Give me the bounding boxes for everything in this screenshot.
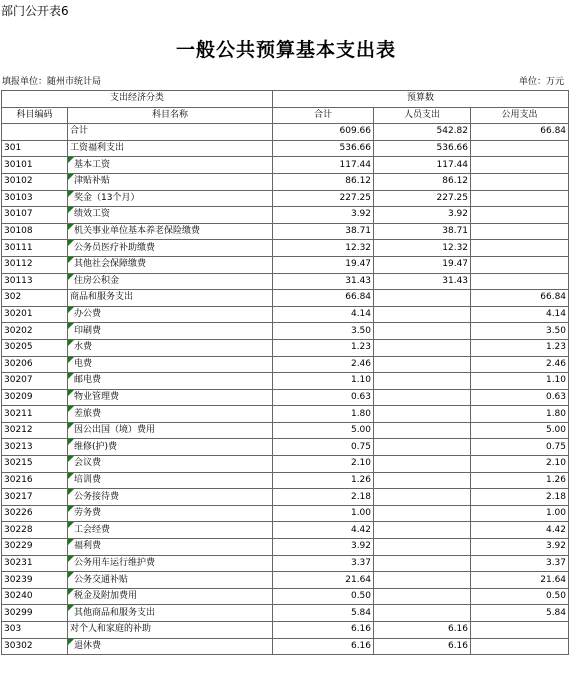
row-code: 30201 bbox=[2, 306, 68, 323]
row-name: 会议费 bbox=[68, 456, 273, 473]
row-name: 福利费 bbox=[68, 539, 273, 556]
table-row bbox=[2, 140, 569, 157]
row-personnel-amount: 86.12 bbox=[374, 173, 471, 190]
row-personnel-amount bbox=[374, 539, 471, 556]
row-code: 30302 bbox=[2, 638, 68, 655]
row-total-amount: 117.44 bbox=[273, 157, 374, 174]
row-total-amount: 5.00 bbox=[273, 422, 374, 439]
row-total-amount: 2.10 bbox=[273, 456, 374, 473]
row-personnel-amount: 12.32 bbox=[374, 240, 471, 257]
row-public-amount bbox=[471, 207, 569, 224]
table-row bbox=[2, 157, 569, 174]
row-personnel-amount bbox=[374, 290, 471, 307]
row-personnel-amount bbox=[374, 356, 471, 373]
row-code: 30299 bbox=[2, 605, 68, 622]
row-name: 津贴补贴 bbox=[68, 173, 273, 190]
page-title: 一般公共预算基本支出表 bbox=[175, 39, 396, 61]
row-personnel-amount: 117.44 bbox=[374, 157, 471, 174]
row-name: 水费 bbox=[68, 339, 273, 356]
row-name: 税金及附加费用 bbox=[68, 588, 273, 605]
row-public-amount bbox=[471, 240, 569, 257]
budget-table bbox=[1, 90, 569, 655]
row-code: 30212 bbox=[2, 422, 68, 439]
table-row bbox=[2, 638, 569, 655]
row-name: 差旅费 bbox=[68, 406, 273, 423]
row-total-amount: 1.80 bbox=[273, 406, 374, 423]
row-personnel-amount bbox=[374, 439, 471, 456]
row-name: 绩效工资 bbox=[68, 207, 273, 224]
row-code: 30102 bbox=[2, 173, 68, 190]
row-total-amount: 3.37 bbox=[273, 555, 374, 572]
row-name: 其他商品和服务支出 bbox=[68, 605, 273, 622]
currency-unit: 单位：万元 bbox=[518, 77, 564, 87]
row-public-amount: 4.14 bbox=[471, 306, 569, 323]
row-personnel-amount bbox=[374, 389, 471, 406]
row-personnel-amount bbox=[374, 489, 471, 506]
row-personnel-amount: 227.25 bbox=[374, 190, 471, 207]
row-code: 303 bbox=[2, 622, 68, 639]
row-name: 其他社会保障缴费 bbox=[68, 256, 273, 273]
row-public-amount: 3.92 bbox=[471, 539, 569, 556]
row-code: 30240 bbox=[2, 588, 68, 605]
row-personnel-amount: 6.16 bbox=[374, 622, 471, 639]
row-personnel-amount bbox=[374, 456, 471, 473]
row-name: 劳务费 bbox=[68, 505, 273, 522]
row-total-amount: 5.84 bbox=[273, 605, 374, 622]
row-public-amount: 3.37 bbox=[471, 555, 569, 572]
row-code: 30205 bbox=[2, 339, 68, 356]
row-public-amount bbox=[471, 173, 569, 190]
row-total-amount: 38.71 bbox=[273, 223, 374, 240]
row-total-amount: 2.46 bbox=[273, 356, 374, 373]
table-row bbox=[2, 456, 569, 473]
row-public-amount: 2.46 bbox=[471, 356, 569, 373]
header-personnel: 人员支出 bbox=[374, 107, 471, 124]
row-name: 邮电费 bbox=[68, 373, 273, 390]
row-public-amount bbox=[471, 140, 569, 157]
table-row bbox=[2, 489, 569, 506]
table-row bbox=[2, 406, 569, 423]
row-name: 物业管理费 bbox=[68, 389, 273, 406]
table-row bbox=[2, 439, 569, 456]
table-row bbox=[2, 472, 569, 489]
row-code: 30217 bbox=[2, 489, 68, 506]
row-public-amount bbox=[471, 190, 569, 207]
row-code: 30213 bbox=[2, 439, 68, 456]
table-row bbox=[2, 522, 569, 539]
row-public-amount bbox=[471, 273, 569, 290]
row-personnel-amount bbox=[374, 588, 471, 605]
table-row bbox=[2, 622, 569, 639]
row-public-amount: 0.63 bbox=[471, 389, 569, 406]
reporting-unit: 填报单位：随州市统计局 bbox=[2, 77, 102, 87]
row-total-amount: 2.18 bbox=[273, 489, 374, 506]
row-code: 30107 bbox=[2, 207, 68, 224]
row-public-amount: 4.42 bbox=[471, 522, 569, 539]
row-total-amount: 31.43 bbox=[273, 273, 374, 290]
row-name: 培训费 bbox=[68, 472, 273, 489]
row-name: 公务用车运行维护费 bbox=[68, 555, 273, 572]
row-code: 30209 bbox=[2, 389, 68, 406]
header-public: 公用支出 bbox=[471, 107, 569, 124]
row-personnel-amount: 19.47 bbox=[374, 256, 471, 273]
table-row bbox=[2, 555, 569, 572]
row-code bbox=[2, 124, 68, 141]
row-public-amount bbox=[471, 223, 569, 240]
row-total-amount: 86.12 bbox=[273, 173, 374, 190]
table-row bbox=[2, 207, 569, 224]
row-personnel-amount bbox=[374, 306, 471, 323]
table-row bbox=[2, 389, 569, 406]
row-personnel-amount: 542.82 bbox=[374, 124, 471, 141]
row-total-amount: 0.75 bbox=[273, 439, 374, 456]
table-row bbox=[2, 173, 569, 190]
row-personnel-amount bbox=[374, 572, 471, 589]
row-personnel-amount bbox=[374, 373, 471, 390]
row-total-amount: 3.50 bbox=[273, 323, 374, 340]
row-name: 商品和服务支出 bbox=[68, 290, 273, 307]
row-public-amount bbox=[471, 622, 569, 639]
header-name: 科目名称 bbox=[68, 107, 273, 124]
row-name: 基本工资 bbox=[68, 157, 273, 174]
row-public-amount: 0.50 bbox=[471, 588, 569, 605]
row-code: 301 bbox=[2, 140, 68, 157]
row-code: 30113 bbox=[2, 273, 68, 290]
row-name: 对个人和家庭的补助 bbox=[68, 622, 273, 639]
row-total-amount: 66.84 bbox=[273, 290, 374, 307]
row-code: 30239 bbox=[2, 572, 68, 589]
row-public-amount: 2.18 bbox=[471, 489, 569, 506]
row-public-amount: 1.80 bbox=[471, 406, 569, 423]
row-code: 30101 bbox=[2, 157, 68, 174]
row-personnel-amount bbox=[374, 323, 471, 340]
table-row bbox=[2, 290, 569, 307]
table-row bbox=[2, 223, 569, 240]
row-personnel-amount bbox=[374, 339, 471, 356]
row-code: 30111 bbox=[2, 240, 68, 257]
header-code: 科目编码 bbox=[2, 107, 68, 124]
row-name: 退休费 bbox=[68, 638, 273, 655]
row-name: 公务员医疗补助缴费 bbox=[68, 240, 273, 257]
row-personnel-amount bbox=[374, 505, 471, 522]
table-row bbox=[2, 273, 569, 290]
table-row bbox=[2, 588, 569, 605]
table-row bbox=[2, 190, 569, 207]
row-personnel-amount bbox=[374, 422, 471, 439]
table-row bbox=[2, 539, 569, 556]
table-row bbox=[2, 422, 569, 439]
row-name: 工资福利支出 bbox=[68, 140, 273, 157]
row-code: 30112 bbox=[2, 256, 68, 273]
row-code: 30207 bbox=[2, 373, 68, 390]
row-public-amount bbox=[471, 256, 569, 273]
row-code: 30108 bbox=[2, 223, 68, 240]
row-public-amount: 66.84 bbox=[471, 290, 569, 307]
row-total-amount: 4.42 bbox=[273, 522, 374, 539]
row-personnel-amount: 3.92 bbox=[374, 207, 471, 224]
row-public-amount: 1.23 bbox=[471, 339, 569, 356]
row-total-amount: 3.92 bbox=[273, 207, 374, 224]
row-total-amount: 12.32 bbox=[273, 240, 374, 257]
row-public-amount: 5.00 bbox=[471, 422, 569, 439]
row-total-amount: 0.50 bbox=[273, 588, 374, 605]
row-code: 30228 bbox=[2, 522, 68, 539]
row-total-amount: 19.47 bbox=[273, 256, 374, 273]
row-code: 30206 bbox=[2, 356, 68, 373]
row-total-amount: 3.92 bbox=[273, 539, 374, 556]
row-public-amount: 1.26 bbox=[471, 472, 569, 489]
row-name: 因公出国（境）费用 bbox=[68, 422, 273, 439]
table-row bbox=[2, 572, 569, 589]
row-total-amount: 1.10 bbox=[273, 373, 374, 390]
row-code: 30216 bbox=[2, 472, 68, 489]
row-name: 工会经费 bbox=[68, 522, 273, 539]
row-code: 30231 bbox=[2, 555, 68, 572]
row-public-amount: 1.00 bbox=[471, 505, 569, 522]
table-row bbox=[2, 323, 569, 340]
table-row bbox=[2, 356, 569, 373]
row-name: 公务交通补贴 bbox=[68, 572, 273, 589]
row-personnel-amount: 38.71 bbox=[374, 223, 471, 240]
row-public-amount bbox=[471, 638, 569, 655]
row-name: 公务接待费 bbox=[68, 489, 273, 506]
row-total-amount: 6.16 bbox=[273, 638, 374, 655]
row-public-amount: 0.75 bbox=[471, 439, 569, 456]
row-total-amount: 6.16 bbox=[273, 622, 374, 639]
table-row bbox=[2, 373, 569, 390]
row-code: 30226 bbox=[2, 505, 68, 522]
row-total-amount: 609.66 bbox=[273, 124, 374, 141]
row-total-amount: 536.66 bbox=[273, 140, 374, 157]
row-name: 办公费 bbox=[68, 306, 273, 323]
row-name: 机关事业单位基本养老保险缴费 bbox=[68, 223, 273, 240]
row-personnel-amount bbox=[374, 406, 471, 423]
table-row bbox=[2, 256, 569, 273]
row-name: 合计 bbox=[68, 124, 273, 141]
row-total-amount: 1.00 bbox=[273, 505, 374, 522]
row-public-amount: 2.10 bbox=[471, 456, 569, 473]
table-row bbox=[2, 339, 569, 356]
row-personnel-amount bbox=[374, 555, 471, 572]
document-label: 部门公开表6 bbox=[1, 4, 69, 18]
table-row bbox=[2, 505, 569, 522]
row-public-amount: 66.84 bbox=[471, 124, 569, 141]
row-personnel-amount bbox=[374, 472, 471, 489]
row-personnel-amount bbox=[374, 605, 471, 622]
row-name: 住房公积金 bbox=[68, 273, 273, 290]
header-budget-amount: 预算数 bbox=[273, 91, 569, 108]
table-row bbox=[2, 240, 569, 257]
row-total-amount: 1.23 bbox=[273, 339, 374, 356]
table-row bbox=[2, 124, 569, 141]
row-personnel-amount: 6.16 bbox=[374, 638, 471, 655]
row-name: 维修(护)费 bbox=[68, 439, 273, 456]
row-public-amount: 1.10 bbox=[471, 373, 569, 390]
row-total-amount: 227.25 bbox=[273, 190, 374, 207]
row-public-amount bbox=[471, 157, 569, 174]
row-code: 30229 bbox=[2, 539, 68, 556]
row-total-amount: 1.26 bbox=[273, 472, 374, 489]
row-public-amount: 21.64 bbox=[471, 572, 569, 589]
row-code: 30215 bbox=[2, 456, 68, 473]
row-personnel-amount: 31.43 bbox=[374, 273, 471, 290]
row-public-amount: 5.84 bbox=[471, 605, 569, 622]
row-name: 印刷费 bbox=[68, 323, 273, 340]
header-economic-classification: 支出经济分类 bbox=[2, 91, 273, 108]
table-row bbox=[2, 605, 569, 622]
row-name: 电费 bbox=[68, 356, 273, 373]
table-row bbox=[2, 306, 569, 323]
row-total-amount: 0.63 bbox=[273, 389, 374, 406]
row-total-amount: 4.14 bbox=[273, 306, 374, 323]
row-public-amount: 3.50 bbox=[471, 323, 569, 340]
row-code: 30202 bbox=[2, 323, 68, 340]
header-total: 合计 bbox=[273, 107, 374, 124]
row-personnel-amount bbox=[374, 522, 471, 539]
row-code: 302 bbox=[2, 290, 68, 307]
row-name: 奖金（13个月） bbox=[68, 190, 273, 207]
row-code: 30211 bbox=[2, 406, 68, 423]
row-personnel-amount: 536.66 bbox=[374, 140, 471, 157]
row-code: 30103 bbox=[2, 190, 68, 207]
row-total-amount: 21.64 bbox=[273, 572, 374, 589]
